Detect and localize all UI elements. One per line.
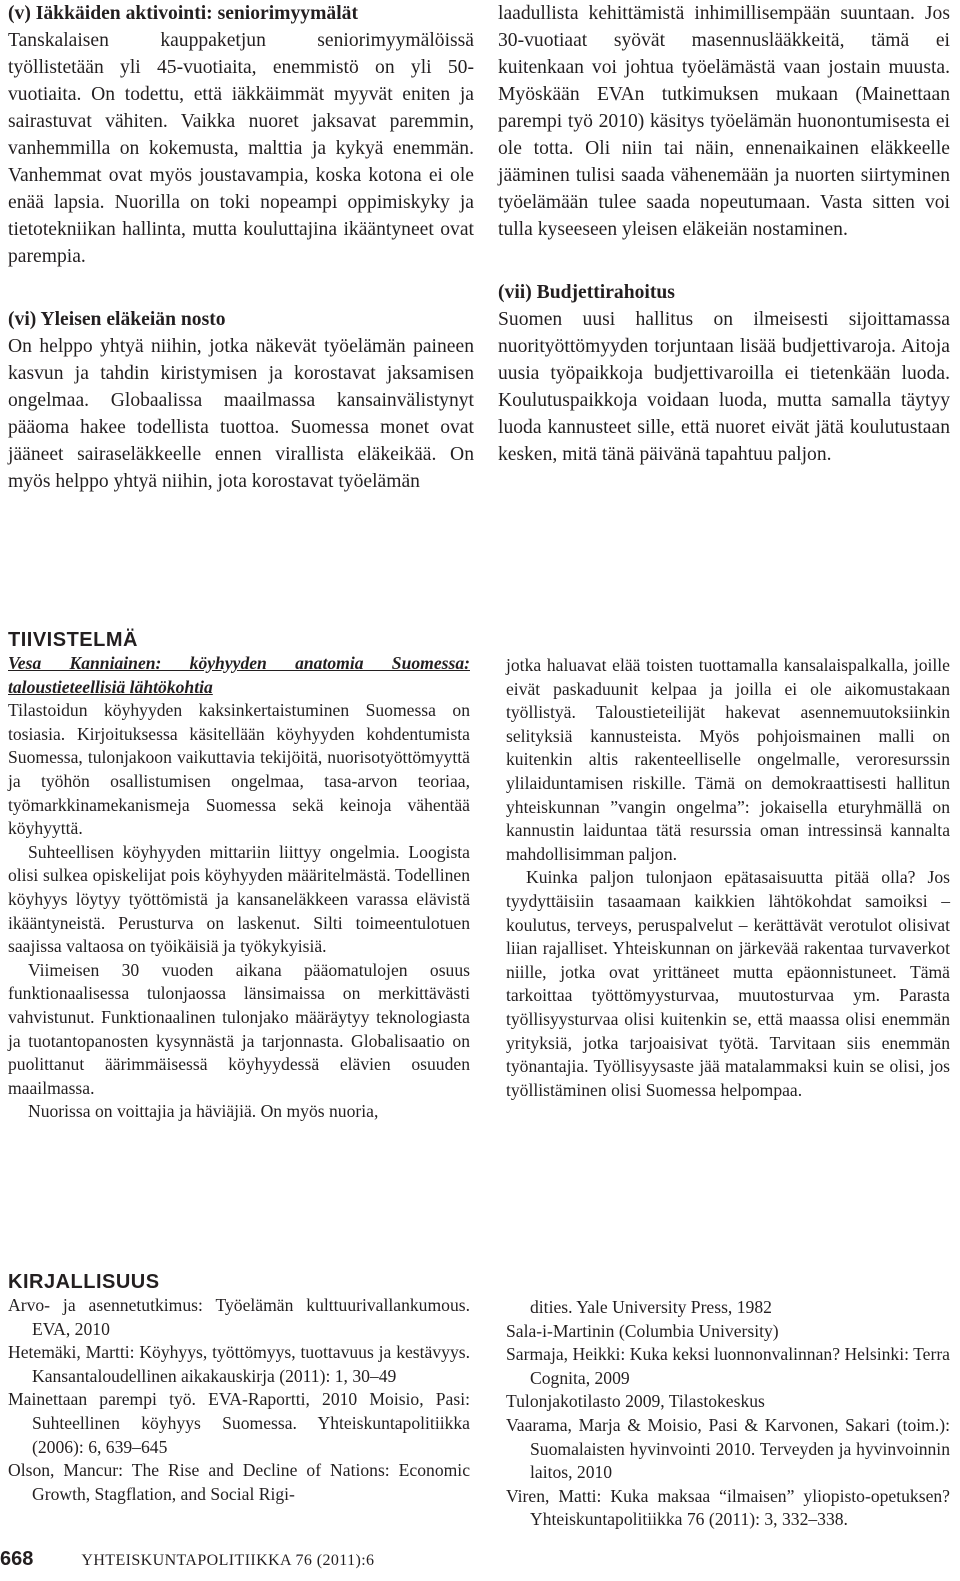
top-left-column [8,0,474,495]
references-right-column [506,1296,950,1532]
section-vi-heading: (vi) Yleisen eläkeiän nosto [8,309,226,330]
page-footer [0,1548,374,1578]
summary-paragraph-2: Suhteellisen köyhyyden mittariin liittyy ongelmia. Loogista olisi sulkea opiskelijat pois köyhyyden määritelmästä. Todellinen köyhyys löytyy työttömistä ja kansaneläkkeen varassa elävistä ikääntyneistä. Perusturva on laskenut. Silti toimeentulotuen saajissa valtaosa on työikäisiä ja työkykyisiä. [8,841,470,957]
summary-article-title: Vesa Kanniainen: köyhyyden anatomia Suomessa: taloustieteellisiä lähtökohtia [8,653,470,697]
section-vi-continued-text: laadullista kehittämistä inhimillisempään suuntaan. Jos 30-vuotiaat syövät masennuslääkkeitä, tämä ei kuitenkaan voi johtua työelämästä vaan jostain muusta. Myöskään EVAn tutkimuksen mukaan (Mainettaan parempi työ 2010) käsitys työelämän huonontumisesta ei ole totta. Oli niin tai näin, ennenaikainen eläkkeelle jääminen tulisi saada vähenemään ja nuorten siirtyminen työelämään tulee saada nopeutumaan. Vasta sitten voi tulla kyseeseen yleisen eläkeiän nostaminen. [498,3,950,240]
reference-item: Arvo- ja asennetutkimus: Työelämän kulttuurivallankumous. EVA, 2010 [8,1295,470,1339]
reference-item: Mainettaan parempi työ. EVA-Raportti, 2010 Moisio, Pasi: Suhteellinen köyhyys Suomessa. Yhteiskuntapolitiikka (2006): 6, 639–645 [8,1389,470,1457]
references-heading: KIRJALLISUUS [8,1271,160,1293]
reference-item: Hetemäki, Martti: Köyhyys, työttömyys, tuottavuus ja kestävyys. Kansantaloudellinen aikakauskirja (2011): 1, 30–49 [8,1342,470,1386]
reference-item: Sala-i-Martinin (Columbia University) [506,1320,779,1341]
page-number: 668 [0,1548,34,1570]
reference-item: Vaarama, Marja & Moisio, Pasi & Karvonen, Sakari (toim.): Suomalaisten hyvinvointi 2010. Terveyden ja hyvinvoinnin laitos, 2010 [506,1414,950,1483]
section-vi-text: On helppo yhtyä niihin, jotka näkevät työelämän paineen kasvun ja tahdin kiristymisen ja korostavat jaksamisen ongelmaa. Globaalissa maailmassa kansainvälistynyt pääoma hakee todellista tuottoa. Suomessa monet ovat jääneet sairaseläkkeelle ennen virallista eläkeikää. On myös helppo yhtyä niihin, jota korostavat työelämän [8,336,474,492]
section-v-text: Tanskalaisen kauppaketjun seniorimyymälöissä työllistetään yli 45-vuotiaita, enemmistö on yli 50-vuotiaita. On todettu, että iäkkäimmät myyvät eniten ja sairastuvat vähiten. Vaikka nuoret jaksavat paremmin, vanhemmilla on kokemusta, malttia ja kykyä enemmän. Vanhemmat ovat myös joustavampia, koska kotona ei ole enää lapsia. Nuorilla on toki nopeampi oppimiskyky ja tietotekniikan hallinta, mutta kouluttajina ikääntyneet ovat parempia. [8,30,474,267]
reference-item: Olson, Mancur: The Rise and Decline of Nations: Economic Growth, Stagflation, and Social Rigi- [8,1460,470,1504]
reference-item: Viren, Matti: Kuka maksaa “ilmaisen” yliopisto-opetuksen? Yhteiskuntapolitiikka 76 (2011): 3, 332–338. [506,1485,950,1530]
summary-paragraph-1: Tilastoidun köyhyyden kaksinkertaistuminen Suomessa on tosiasia. Kirjoituksessa käsitellään köyhyyden kohdentumista Suomessa, tulonjakoon vaikuttavia tekijöitä, nuorisotyöttömyyttä ja työhön osallistumisen ongelmaa, tasa-arvon teoriaa, työmarkkinamekanismeja Suomessa sekä keinoja vähentää köyhyyttä. [8,700,470,839]
section-v-heading: (v) Iäkkäiden aktivointi: seniorimyymälät [8,3,358,24]
reference-item: Sarmaja, Heikki: Kuka keksi luonnonvalinnan? Helsinki: Terra Cognita, 2009 [506,1344,950,1388]
summary-left-column [8,628,470,1124]
summary-right-paragraph-1: jotka haluavat elää toisten tuottamalla kansalaispalkalla, joille eivät paskaduunit kelpaa ja joilla ei ole aikomustakaan työllistyä. Taloustieteilijät hakevat asennemuutoksiinkin selityksiä kannusteista. Myös pohjoismainen malli on kuitenkin altis rakenteelliselle ongelmalle, veroresurssin ylilaiduntamisen riskille. Tämä on demokraattisesti hallitun yhteiskunnan ”vangin ongelma”: jokaisella eturyhmällä on kannustin laiduntaa tätä resurssia oman intressinsä kannalta mahdollisimman paljon. [506,655,950,864]
references-left-column [8,1270,470,1506]
reference-continuation: dities. Yale University Press, 1982 [530,1297,772,1317]
reference-item: Tulonjakotilasto 2009, Tilastokeskus [506,1391,765,1412]
section-vii-text: Suomen uusi hallitus on ilmeisesti sijoittamassa nuorityöttömyyden torjuntaan lisää budjettivaroja. Aitoja uusia työpaikkoja budjettivaroilla ei tietenkään luoda. Koulutuspaikkoja voidaan luoda, mutta samalla täytyy luoda kannusteet sille, että nuoret eivät jätä koulutustaan kesken, mitä tänä päivänä tapahtuu paljon. [498,309,950,465]
journal-name: YHTEISKUNTAPOLITIIKKA 76 (2011):6 [81,1552,375,1569]
summary-heading: TIIVISTELMÄ [8,629,138,651]
summary-paragraph-4: Nuorissa on voittajia ja häviäjiä. On myös nuoria, [28,1101,379,1122]
summary-right-paragraph-2: Kuinka paljon tulonjaon epätasaisuutta pitää olla? Jos tyydyttäisiin tasaamaan kaikkien lähtökohdat samoiksi – koulutus, terveys, peruspalvelut – kerättävät verotulot olisivat liian rajalliset. Yhteiskunnan on järkevää rakentaa turvaverkot niille, jotka ovat yrittäneet mutta epäonnistuneet. Tämä tarkoittaa työttömyysturvaa, muutosturvaa ym. Parasta työllisyysturvaa olisi kuitenkin se, että maassa olisi enemmän yrityksiä, jotka tarjoaisivat työtä. Tarvitaan siis enemmän työnantajia. Työllisyysaste jää matalammaksi kuin se olisi, jos työllistäminen olisi Suomessa helpompaa. [506,867,950,1100]
summary-paragraph-3: Viimeisen 30 vuoden aikana pääomatulojen osuus funktionaalisessa tulonjaossa länsimaissa on merkittävästi vahvistunut. Funktionaalinen tulonjako määräytyy teknologiasta ja tuotantopanosten kysynnästä ja tarjonnasta. Globalisaatio on puolittanut äärimmäisessä köyhyydessä elävien osuuden maailmassa. [8,959,470,1098]
summary-right-column [506,654,950,1102]
section-vii-heading: (vii) Budjettirahoitus [498,282,675,303]
top-right-column [498,0,950,468]
